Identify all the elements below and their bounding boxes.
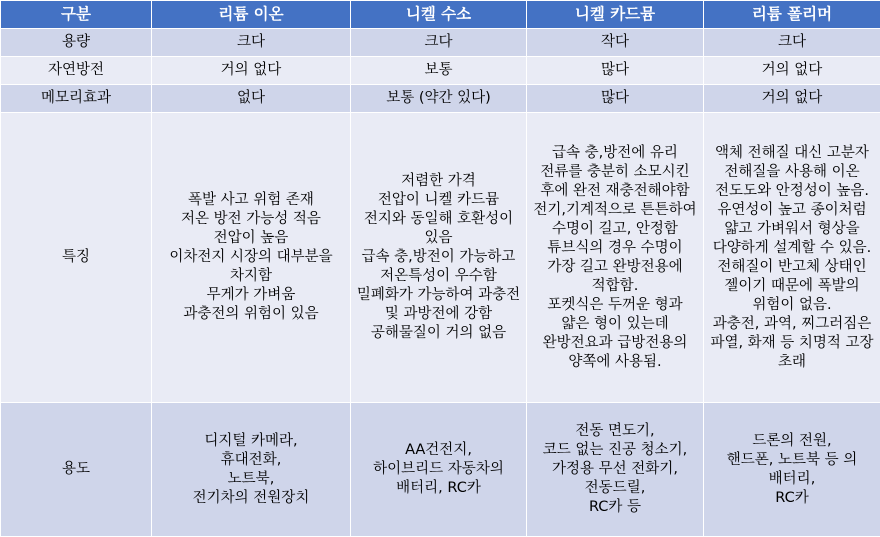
table-cell: 전동 면도기, 코드 없는 진공 청소기, 가정용 무선 전화기, 전동드릴, RC카 등 xyxy=(527,403,704,537)
table-cell: 액체 전해질 대신 고분자 전해질을 사용해 이온 전도도와 안정성이 높음. 유연성이 높고 종이처럼 얇고 가벼워서 형상을 다양하게 설계할 수 있음. 전해질이 반고체 상태인 젤이기 때문에 폭발의 위험이 없음. 과충전, 과역, 찌그러짐은 파열, 화재 등 치명적 고장 초래 xyxy=(704,113,880,403)
header-nickel-hydrogen: 니켈 수소 xyxy=(351,1,527,29)
table-cell: 거의 없다 xyxy=(704,57,880,85)
table-cell: 많다 xyxy=(527,57,704,85)
row-label: 자연방전 xyxy=(1,57,152,85)
table-cell: 급속 충,방전에 유리 전류를 충분히 소모시킨 후에 완전 재충전해야함 전기,기계적으로 튼튼하여 수명이 길고, 안정함 튜브식의 경우 수명이 가장 길고 완방전용에 적합함. 포켓식은 두꺼운 형과 얇은 형이 있는데 완방전요과 급방전용의 양쪽에 사용됨. xyxy=(527,113,704,403)
table-row xyxy=(1,85,880,113)
table-cell: 보통 (약간 있다) xyxy=(351,85,527,113)
table-cell: 거의 없다 xyxy=(152,57,351,85)
table-cell: 드론의 전원, 핸드폰, 노트북 등 의 배터리, RC카 xyxy=(704,403,880,537)
header-lithium-polymer: 리튬 폴리머 xyxy=(704,1,880,29)
table-cell: 크다 xyxy=(704,29,880,57)
table-cell: 디지털 카메라, 휴대전화, 노트북, 전기차의 전원장치 xyxy=(152,403,351,537)
row-label: 특징 xyxy=(1,113,152,403)
table-row xyxy=(1,113,880,403)
table-header-row xyxy=(1,1,880,29)
table-cell: 없다 xyxy=(152,85,351,113)
table-row xyxy=(1,57,880,85)
table-cell: 작다 xyxy=(527,29,704,57)
table-cell: 크다 xyxy=(351,29,527,57)
table-cell: 보통 xyxy=(351,57,527,85)
header-category: 구분 xyxy=(1,1,152,29)
header-lithium-ion: 리튬 이온 xyxy=(152,1,351,29)
row-label: 용도 xyxy=(1,403,152,537)
table-cell: 폭발 사고 위험 존재 저온 방전 가능성 적음 전압이 높음 이차전지 시장의 대부분을 차지함 무게가 가벼움 과충전의 위험이 있음 xyxy=(152,113,351,403)
header-nickel-cadmium: 니켈 카드뮴 xyxy=(527,1,704,29)
row-label: 용량 xyxy=(1,29,152,57)
table-cell: 거의 없다 xyxy=(704,85,880,113)
table-cell: 저렴한 가격 전압이 니켈 카드뮴 전지와 동일해 호환성이 있음 급속 충,방전이 가능하고 저온특성이 우수함 밀폐화가 가능하여 과충전 및 과방전에 강함 공해물질이 거의 없음 xyxy=(351,113,527,403)
row-label: 메모리효과 xyxy=(1,85,152,113)
table-cell: 크다 xyxy=(152,29,351,57)
table-cell: 많다 xyxy=(527,85,704,113)
table-cell: AA건전지, 하이브리드 자동차의 배터리, RC카 xyxy=(351,403,527,537)
table-row xyxy=(1,29,880,57)
table-row xyxy=(1,403,880,537)
